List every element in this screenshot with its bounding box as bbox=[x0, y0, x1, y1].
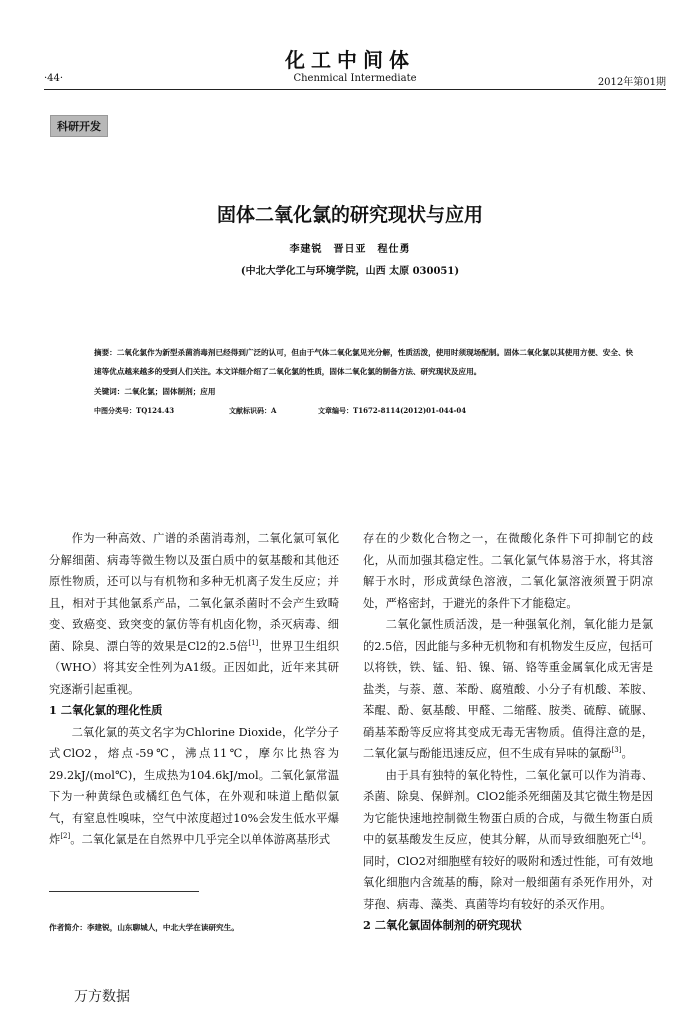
article-number: 文章编号：T1672-8114(2012)01-044-04 bbox=[318, 406, 467, 415]
paragraph: 作为一种高效、广谱的杀菌消毒剂，二氧化氯可氧化分解细菌、病毒等微生物以及蛋白质中的氨基酸和其他还原性物质，还可以与有机物和多种无机离子发生反应；并且，相对于其他氯系产品，二氧化氯杀菌时不会产生致畸变、致癌变、致突变的氯仿等有机卤化物，杀灭病毒、细菌、除臭、漂白等的效果是Cl2的2.5倍[1]，世界卫生组织（WHO）将其安全性列为A1级。正因如此，近年来其研究逐渐引起重视。 bbox=[49, 532, 339, 696]
keywords: 关键词：二氧化氯；固体制剂；应用 bbox=[94, 387, 216, 396]
authors: 李建锐 晋日亚 程仕勇 bbox=[289, 244, 411, 255]
abstract: 摘要：二氧化氯作为新型杀菌消毒剂已经得到广泛的认可，但由于气体二氧化氯见光分解，性质活泼，使用时须现场配制。固体二氧化氯以其使用方便、安全、快速等优点越来越多的受到人们关注。本文详细介绍了二氧化氯的性质，固体二氧化氯的制备方法、研究现状及应用。 bbox=[94, 348, 634, 376]
paragraph: 由于具有独特的氧化特性，二氧化氯可以作为消毒、杀菌、除臭、保鲜剂。ClO2能杀死细菌及其它微生物是因为它能快速地控制微生物蛋白质的合成，与微生物蛋白质中的氨基酸发生反应，使其分解，从而导致细胞死亡[4]。同时，ClO2对细胞壁有较好的吸附和透过性能，可有效地氧化细胞内含巯基的酶，除对一般细菌有杀死作用外，对芽孢、病毒、藻类、真菌等均有较好的杀灭作用。 bbox=[363, 768, 653, 911]
document-code: 文献标识码：A bbox=[229, 406, 277, 415]
classification-row bbox=[94, 406, 594, 418]
paragraph: 二氧化氯的英文名字为Chlorine Dioxide，化学分子式ClO2，熔点-59℃，沸点11℃，摩尔比热容为29.2kJ/(mol℃)，生成热为104.6kJ/mol。二氧化氯常温下为一种黄绿色或橘红色气体，在外观和味道上酷似氯气，有窒息性嗅味，空气中浓度超过10%会发生低水平爆炸[2]。二氧化氯是在自然界中几乎完全以单体游离基形式 bbox=[49, 725, 339, 846]
paragraph: 二氧化氯性质活泼，是一种强氧化剂，氧化能力是氯的2.5倍，因此能与多种无机物和有机物发生反应，包括可以将铁，铁、锰、铅、镍、镉、铬等重金属氧化成无害是盐类，与萘、蒽、苯酚、腐殖酸、小分子有机酸、苯胺、苯醌、酚、氨基酸、甲醛、二缩醛、胺类、硫醇、硫脲、硝基苯酚等反应将其变成无毒无害物质。值得注意的是，二氧化氯与酚能迅速反应，但不生成有异味的氯酚[3]。 bbox=[363, 618, 653, 760]
section-heading: 2 二氧化氯固体制剂的研究现状 bbox=[363, 918, 522, 932]
affiliation: (中北大学化工与环境学院，山西 太原 030051) bbox=[240, 266, 460, 277]
journal-title: 化工中间体 bbox=[285, 48, 415, 72]
article-title: 固体二氧化氯的研究现状与应用 bbox=[216, 204, 483, 226]
citation: [2] bbox=[60, 832, 71, 841]
footnote-divider bbox=[49, 891, 199, 892]
citation: [4] bbox=[631, 832, 642, 841]
clc-number: 中图分类号：TQ124.43 bbox=[94, 406, 175, 415]
right-column bbox=[363, 528, 653, 937]
left-column bbox=[49, 528, 339, 851]
column-tag: 科研开发 bbox=[50, 115, 108, 137]
citation: [3] bbox=[611, 746, 622, 755]
paragraph: 存在的少数化合物之一，在微酸化条件下可抑制它的歧化，从而加强其稳定性。二氧化氯气体易溶于水，将其溶解于水时，形成黄绿色溶液，二氧化氯溶液须置于阴凉处，严格密封，于避光的条件下才能稳定。 bbox=[363, 532, 653, 610]
citation: [1] bbox=[248, 638, 259, 647]
running-header bbox=[44, 73, 666, 89]
section-heading: 1 二氧化氯的理化性质 bbox=[49, 703, 163, 717]
page-number: ·44· bbox=[44, 73, 64, 84]
watermark: 万方数据 bbox=[74, 989, 130, 1005]
issue-label: 2012年第01期 bbox=[597, 77, 666, 88]
author-footnote: 作者简介：李建锐，山东聊城人，中北大学在读研究生。 bbox=[49, 923, 239, 932]
header-divider bbox=[44, 89, 666, 90]
journal-english-title: Chenmical Intermediate bbox=[293, 73, 417, 84]
